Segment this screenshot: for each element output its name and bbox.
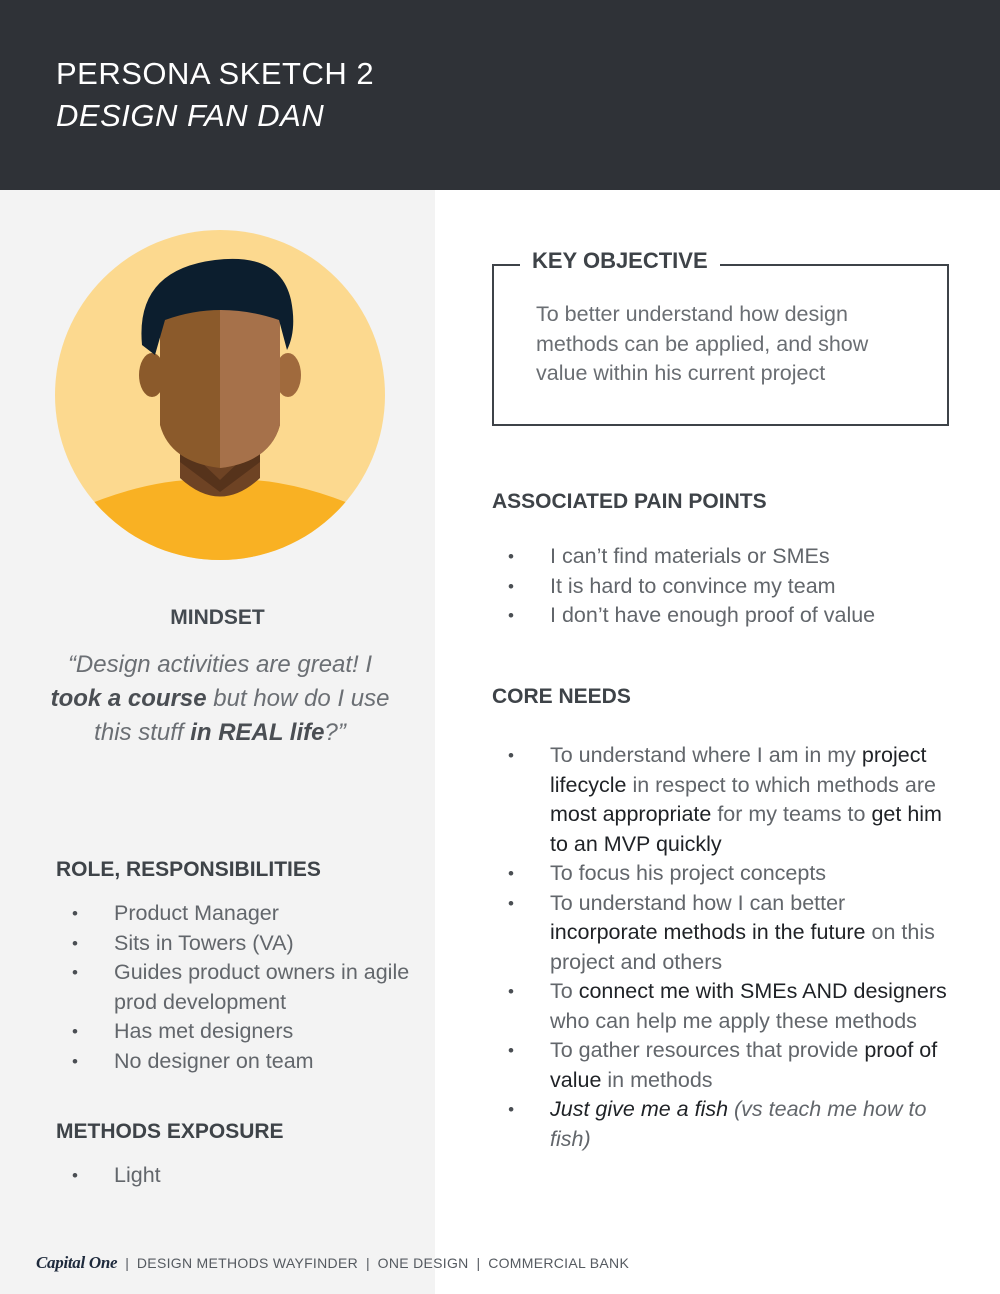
list-item: • Sits in Towers (VA) bbox=[56, 929, 416, 959]
quote-text: “Design activities are great! I bbox=[67, 651, 373, 678]
list-item: • Guides product owners in agile prod development bbox=[56, 958, 416, 1017]
quote-emphasis: took a course bbox=[50, 685, 207, 712]
page-header bbox=[0, 0, 1000, 190]
list-item: • To understand how I can better incorporate methods in the future on this project and others bbox=[492, 889, 952, 978]
page-title: PERSONA SKETCH 2 bbox=[56, 56, 375, 91]
role-list bbox=[56, 899, 416, 1076]
footer-item: COMMERCIAL BANK bbox=[488, 1255, 630, 1271]
core-needs-list bbox=[492, 741, 952, 1154]
list-item: • I don’t have enough proof of value bbox=[492, 601, 952, 631]
core-needs-heading: CORE NEEDS bbox=[492, 685, 631, 708]
role-heading: ROLE, RESPONSIBILITIES bbox=[56, 858, 321, 881]
list-item: • Has met designers bbox=[56, 1017, 416, 1047]
quote-emphasis: in REAL life bbox=[190, 719, 325, 746]
footer-item: DESIGN METHODS WAYFINDER bbox=[136, 1255, 358, 1271]
list-item: • To gather resources that provide proof of value in methods bbox=[492, 1036, 952, 1095]
list-item: • I can’t find materials or SMEs bbox=[492, 542, 952, 572]
quote-text: ?” bbox=[324, 719, 346, 746]
list-item: • No designer on team bbox=[56, 1047, 416, 1077]
list-item: • To connect me with SMEs AND designers who can help me apply these methods bbox=[492, 977, 952, 1036]
persona-name: DESIGN FAN DAN bbox=[56, 98, 325, 133]
footer-item: ONE DESIGN bbox=[377, 1255, 469, 1271]
list-item: • To understand where I am in my project lifecycle in respect to which methods are most appropriate for my teams to get him to an MVP quickly bbox=[492, 741, 952, 859]
list-item: • To focus his project concepts bbox=[492, 859, 952, 889]
objective-heading: KEY OBJECTIVE bbox=[520, 248, 720, 274]
divider: | bbox=[366, 1255, 370, 1271]
footer bbox=[36, 1243, 629, 1283]
quote-text: but how do I use this stuff bbox=[94, 685, 390, 746]
pain-points-heading: ASSOCIATED PAIN POINTS bbox=[492, 490, 767, 513]
pain-points-list bbox=[492, 542, 952, 631]
list-item: • Light bbox=[56, 1161, 416, 1191]
persona-avatar-icon bbox=[55, 230, 385, 560]
exposure-heading: METHODS EXPOSURE bbox=[56, 1120, 284, 1143]
list-item: • It is hard to convince my team bbox=[492, 572, 952, 602]
divider: | bbox=[125, 1255, 129, 1271]
list-item: • Product Manager bbox=[56, 899, 416, 929]
objective-text: To better understand how design methods can be applied, and show value within his current project bbox=[536, 302, 869, 385]
list-item: • Just give me a fish (vs teach me how to fish) bbox=[492, 1095, 952, 1154]
divider: | bbox=[476, 1255, 481, 1271]
mindset-heading: MINDSET bbox=[170, 606, 265, 629]
mindset-quote bbox=[50, 648, 390, 750]
capital-one-logo: Capital One bbox=[36, 1253, 118, 1272]
exposure-list bbox=[56, 1161, 416, 1191]
